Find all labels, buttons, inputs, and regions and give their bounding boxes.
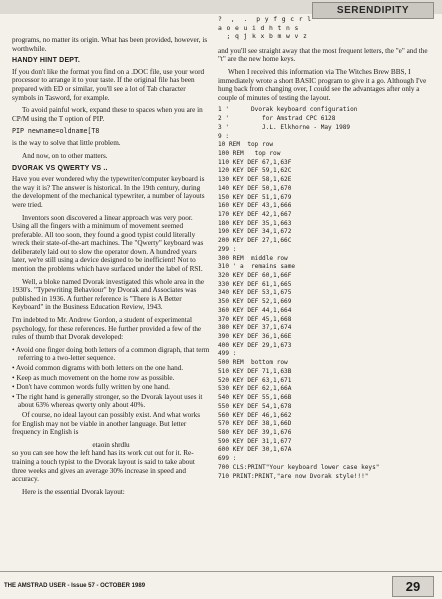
bullet-item: • Avoid one finger doing both letters of a common digraph, that term referring to a two-letter sequence. (12, 345, 210, 363)
listing-line: 1 ' Dvorak keyboard configuration (218, 106, 358, 114)
paragraph: If you don't like the format you find on a .DOC file, use your word processor to arrange it to your taste. If the original file has been prepared with ED or similar, you'll see a lot of Tab character symbols in Tasword, for example. (12, 67, 205, 102)
listing-line: 300 REM middle row (218, 254, 288, 262)
listing-line: 580 KEY DEF 39,1,676 (218, 428, 292, 436)
section-heading: HANDY HINT DEPT. (12, 57, 81, 65)
listing-line: 100 REM top row (218, 149, 281, 157)
listing-line: 540 KEY DEF 55,1,66B (218, 394, 292, 402)
listing-line: 110 KEY DEF 67,1,63F (218, 158, 292, 166)
listing-line: 140 KEY DEF 50,1,670 (218, 184, 292, 192)
listing-line: 500 REM bottom row (218, 359, 288, 367)
listing-line: 170 KEY DEF 42,1,667 (218, 210, 292, 218)
left-column (12, 36, 210, 500)
listing-line: 130 KEY DEF 58,1,62E (218, 176, 292, 184)
bullet-item: • Keep as much movement on the home row as possible. (12, 373, 175, 382)
listing-line: 320 KEY DEF 60,1,66F (218, 272, 292, 279)
footer-rule (0, 571, 442, 572)
listing-line: 330 KEY DEF 61,1,665 (218, 280, 292, 288)
dvorak-layout (218, 15, 432, 41)
listing-line: 700 CLS:PRINT"Your keyboard lower case keys" (218, 463, 380, 471)
listing-line: 190 KEY DEF 34,1,672 (218, 228, 292, 236)
footer-text: THE AMSTRAD USER - Issue 57 - OCTOBER 1989 (4, 583, 146, 589)
listing-line: 530 KEY DEF 62,1,66A (218, 385, 292, 393)
listing-line: 699 : (218, 455, 237, 463)
listing-line: 340 KEY DEF 53,1,675 (218, 289, 292, 297)
listing-line: 180 KEY DEF 35,1,663 (218, 219, 292, 227)
listing-line: 400 KEY DEF 29,1,673 (218, 341, 292, 349)
paragraph: is the way to solve that little problem. (12, 139, 121, 148)
key-row: ; q j k x b m w v z (218, 32, 308, 41)
listing-line: 200 KEY DEF 27,1,66C (218, 237, 292, 245)
bullet-item: • The right hand is generally stronger, so the Dvorak layout uses it about 63% whereas qwerty only about 40%. (12, 392, 203, 410)
listing-line: 160 KEY DEF 43,1,666 (218, 202, 292, 210)
listing-line: 600 KEY DEF 30,1,67A (218, 446, 292, 454)
key-row: a o e u i d h t n s (218, 23, 299, 32)
listing-line: 710 PRINT:PRINT,"are now Dvorak style!!!" (218, 472, 369, 480)
paragraph: When I received this information via The Witches Brew BBS, I immediately wrote a short BASIC program to give it a go. Although I've hung back from changing over, I could see the advantages after only a couple of minutes of testing the layout. (218, 67, 427, 102)
listing-line: 9 : (218, 132, 230, 140)
listing-line: 310 ' a remains same (218, 263, 296, 271)
listing-line: 3 ' J.L. Elkhorne - May 1989 (218, 123, 351, 131)
paragraph: programs, no matter its origin. What has been provided, however, is worthwhile. (12, 36, 208, 53)
listing-line: 570 KEY DEF 38,1,66D (218, 420, 292, 428)
paragraph: so you can see how the left hand has its work cut out for it. Re-training a touch typist to the Dvorak layout is said to take about three weeks and gives an average 30% increase in speed and accuracy. (12, 449, 195, 484)
listing-line: 150 KEY DEF 51,1,679 (218, 193, 292, 201)
right-column (218, 14, 432, 481)
listing-line: 2 ' for Amstrad CPC 6128 (218, 115, 336, 123)
listing-line: 390 KEY DEF 36,1,66E (218, 333, 292, 341)
listing-line: 520 KEY DEF 63,1,671 (218, 376, 292, 384)
key-row: ? , . p y f g c r l (218, 15, 312, 23)
paragraph: Well, a bloke named Dvorak investigated this whole area in the 1930's. "Typewriting Behaviour" by Dvorak and Associates was published in 1936. A further reference is "There is A Better Keyboard" in the Business Education Review, 1943. (12, 277, 205, 312)
listing-line: 360 KEY DEF 44,1,664 (218, 306, 292, 314)
listing-line: 120 KEY DEF 59,1,62C (218, 167, 292, 175)
paragraph: I'm indebted to Mr. Andrew Gordon, a student of experimental psychology, for these references. He further provided a few of the rules of thumb that Dvorak developed: (12, 316, 202, 342)
page-number: 29 (392, 576, 434, 597)
listing-line: 499 : (218, 350, 237, 358)
paragraph: To avoid painful work, expand these to spaces when you are in CP/M using the T option of PIP. (12, 106, 203, 123)
bullet-item: • Avoid common digrams with both letters on the one hand. (12, 364, 184, 372)
listing-line: 510 KEY DEF 71,1,63B (218, 367, 292, 375)
letter-frequency: etaoin shrdlu (92, 440, 130, 449)
paragraph: Here is the essential Dvorak layout: (22, 487, 125, 496)
code-line: PIP newname=oldname[T8 (12, 127, 100, 136)
basic-listing (218, 106, 432, 481)
listing-line: 299 : (218, 245, 237, 253)
listing-line: 370 KEY DEF 45,1,668 (218, 315, 292, 323)
listing-line: 350 KEY DEF 52,1,669 (218, 298, 292, 306)
listing-line: 590 KEY DEF 31,1,677 (218, 437, 292, 445)
paragraph: Inventors soon discovered a linear approach was very poor. Using all the fingers with a minimum of movement seemed preferable. All too soon, they found a good typist could literally wreck their state-of-the-art machines. The "Qwerty" keyboard was deliberately laid out to slow the operator down. A hundred years later, we're still using a device designed to be inefficient! Not to mention the problems which have surfaced under the label of RSI. (12, 213, 204, 274)
section-tab: SERENDIPITY (312, 2, 434, 19)
listing-line: 560 KEY DEF 46,1,662 (218, 411, 292, 419)
listing-line: 550 KEY DEF 54,1,678 (218, 402, 292, 410)
listing-line: 380 KEY DEF 37,1,674 (218, 324, 292, 332)
listing-line: 10 REM top row (218, 141, 274, 149)
paragraph: Have you ever wondered why the typewriter/computer keyboard is the way it is? The answer is historical. In the 19th century, during the development of the mechanical typewriter, a number of layouts were tried. (12, 175, 205, 209)
paragraph: Of course, no ideal layout can possibly exist. And what works for English may not be viable in another language. But letter frequency in English is (12, 410, 201, 437)
section-heading: DVORAK VS QWERTY VS .. (12, 164, 108, 172)
paragraph: And now, on to other matters. (22, 151, 108, 160)
bullet-item: • Don't have common words fully written by one hand. (12, 383, 170, 392)
paragraph: and you'll see straight away that the most frequent letters, the "e" and the "t" are the new home keys. (218, 46, 428, 64)
